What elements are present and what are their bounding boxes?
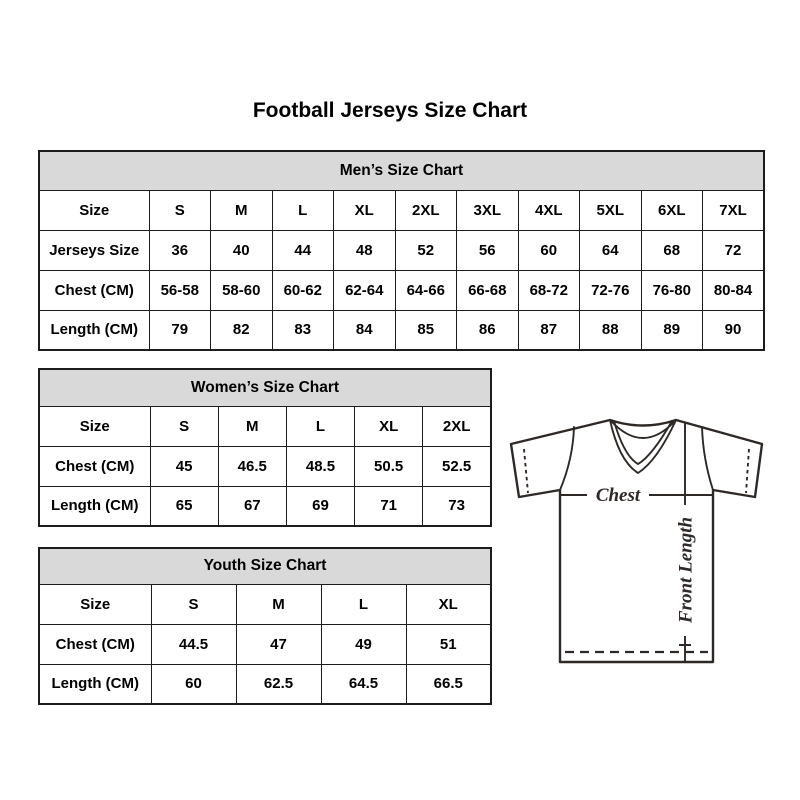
table-row: [39, 230, 764, 270]
size-value-cell: 90: [703, 310, 765, 350]
size-value-cell: 56: [457, 230, 519, 270]
size-value-cell: 72-76: [580, 270, 642, 310]
size-value-cell: 64.5: [321, 664, 406, 704]
size-value-cell: 68: [641, 230, 703, 270]
size-value-cell: 67: [218, 486, 286, 526]
size-value-cell: 72: [703, 230, 765, 270]
size-value-cell: 51: [406, 624, 491, 664]
womens-size-table: [38, 368, 492, 527]
table-row: [39, 664, 491, 704]
table-title-row: [39, 369, 491, 406]
size-value-cell: 82: [211, 310, 273, 350]
table-row: [39, 190, 764, 230]
size-value-cell: 80-84: [703, 270, 765, 310]
table-title: Men’s Size Chart: [39, 151, 764, 190]
size-value-cell: 60-62: [272, 270, 334, 310]
size-value-cell: 60: [518, 230, 580, 270]
row-header-cell: Chest (CM): [39, 446, 150, 486]
size-value-cell: 64-66: [395, 270, 457, 310]
row-header-cell: Size: [39, 584, 151, 624]
youth-size-table: [38, 547, 492, 705]
size-value-cell: 56-58: [149, 270, 211, 310]
size-value-cell: 85: [395, 310, 457, 350]
size-value-cell: 40: [211, 230, 273, 270]
size-value-cell: 50.5: [355, 446, 423, 486]
table-row: [39, 270, 764, 310]
row-header-cell: Size: [39, 406, 150, 446]
jersey-measurement-diagram: [503, 415, 773, 665]
table-title-row: [39, 151, 764, 190]
size-value-cell: M: [236, 584, 321, 624]
size-value-cell: 79: [149, 310, 211, 350]
size-value-cell: 45: [150, 446, 218, 486]
row-header-cell: Length (CM): [39, 486, 150, 526]
size-value-cell: 62.5: [236, 664, 321, 704]
size-value-cell: 4XL: [518, 190, 580, 230]
size-value-cell: 44.5: [151, 624, 236, 664]
size-value-cell: 76-80: [641, 270, 703, 310]
table-title: Youth Size Chart: [39, 548, 491, 584]
size-value-cell: 58-60: [211, 270, 273, 310]
size-value-cell: 6XL: [641, 190, 703, 230]
size-value-cell: 5XL: [580, 190, 642, 230]
table-row: [39, 406, 491, 446]
size-value-cell: L: [321, 584, 406, 624]
size-value-cell: M: [211, 190, 273, 230]
size-value-cell: 60: [151, 664, 236, 704]
size-value-cell: 3XL: [457, 190, 519, 230]
table-title: Women’s Size Chart: [39, 369, 491, 406]
size-value-cell: 89: [641, 310, 703, 350]
size-value-cell: XL: [406, 584, 491, 624]
row-header-cell: Size: [39, 190, 149, 230]
size-value-cell: 36: [149, 230, 211, 270]
size-value-cell: S: [150, 406, 218, 446]
size-value-cell: 86: [457, 310, 519, 350]
size-value-cell: M: [218, 406, 286, 446]
size-value-cell: S: [151, 584, 236, 624]
size-value-cell: L: [286, 406, 354, 446]
table-row: [39, 584, 491, 624]
size-value-cell: 73: [423, 486, 491, 526]
size-value-cell: S: [149, 190, 211, 230]
row-header-cell: Length (CM): [39, 310, 149, 350]
table-row: [39, 486, 491, 526]
size-value-cell: 49: [321, 624, 406, 664]
size-value-cell: 68-72: [518, 270, 580, 310]
size-value-cell: L: [272, 190, 334, 230]
size-value-cell: 71: [355, 486, 423, 526]
size-value-cell: 44: [272, 230, 334, 270]
size-value-cell: 7XL: [703, 190, 765, 230]
size-value-cell: XL: [355, 406, 423, 446]
size-value-cell: 48: [334, 230, 396, 270]
size-value-cell: 83: [272, 310, 334, 350]
row-header-cell: Chest (CM): [39, 624, 151, 664]
table-row: [39, 310, 764, 350]
size-value-cell: XL: [334, 190, 396, 230]
size-value-cell: 52: [395, 230, 457, 270]
size-value-cell: 62-64: [334, 270, 396, 310]
chest-label: Chest: [595, 485, 641, 506]
jersey-outline-shape: [511, 420, 762, 662]
size-value-cell: 87: [518, 310, 580, 350]
row-header-cell: Chest (CM): [39, 270, 149, 310]
size-value-cell: 48.5: [286, 446, 354, 486]
size-value-cell: 2XL: [395, 190, 457, 230]
size-value-cell: 66.5: [406, 664, 491, 704]
row-header-cell: Jerseys Size: [39, 230, 149, 270]
size-value-cell: 66-68: [457, 270, 519, 310]
table-row: [39, 446, 491, 486]
front-length-label: Front Length: [675, 516, 697, 624]
page-title: Football Jerseys Size Chart: [252, 99, 528, 122]
mens-size-table: [38, 150, 765, 351]
table-row: [39, 624, 491, 664]
size-value-cell: 52.5: [423, 446, 491, 486]
size-value-cell: 69: [286, 486, 354, 526]
row-header-cell: Length (CM): [39, 664, 151, 704]
size-value-cell: 2XL: [423, 406, 491, 446]
size-value-cell: 47: [236, 624, 321, 664]
size-value-cell: 64: [580, 230, 642, 270]
size-value-cell: 65: [150, 486, 218, 526]
size-value-cell: 46.5: [218, 446, 286, 486]
size-value-cell: 88: [580, 310, 642, 350]
table-title-row: [39, 548, 491, 584]
size-value-cell: 84: [334, 310, 396, 350]
